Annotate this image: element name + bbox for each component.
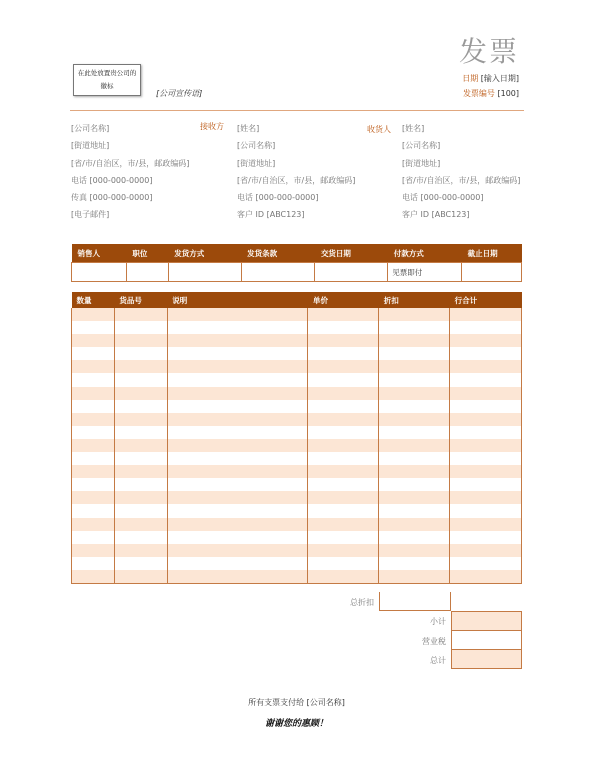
item-cell[interactable] (114, 321, 167, 334)
item-cell[interactable] (114, 465, 167, 478)
item-cell[interactable] (114, 557, 167, 570)
table-row (72, 452, 522, 465)
item-cell[interactable] (308, 544, 379, 557)
item-cell[interactable] (114, 426, 167, 439)
item-cell[interactable] (167, 413, 308, 426)
item-cell[interactable] (379, 308, 450, 321)
invoice-number (463, 88, 519, 99)
date-label: 日期 (462, 74, 479, 83)
item-cell[interactable] (450, 504, 522, 517)
item-cell[interactable] (308, 360, 379, 373)
item-cell[interactable] (379, 413, 450, 426)
ship-to-address (402, 120, 520, 224)
item-cell[interactable] (114, 347, 167, 360)
invoice-date (462, 73, 519, 84)
table-row (72, 557, 522, 570)
bill-to-line[interactable]: [公司名称] (237, 141, 276, 151)
item-cell[interactable] (308, 308, 379, 321)
item-cell[interactable] (308, 413, 379, 426)
order-table (71, 244, 522, 282)
item-cell[interactable] (450, 544, 522, 557)
item-cell[interactable] (379, 360, 450, 373)
items-table (71, 292, 522, 584)
table-row (72, 439, 522, 452)
item-cell[interactable] (450, 360, 522, 373)
item-cell[interactable] (114, 400, 167, 413)
item-cell[interactable] (72, 557, 115, 570)
cell-ship-terms[interactable] (241, 263, 315, 282)
ship-to-line[interactable]: [姓名] (402, 124, 425, 133)
sender-line[interactable]: 电话 [000-000-0000] (71, 175, 153, 185)
sales-tax-box[interactable] (451, 630, 522, 650)
table-row (72, 387, 522, 400)
item-cell[interactable] (450, 426, 522, 439)
item-cell[interactable] (379, 439, 450, 452)
company-slogan: [公司宣传语] (156, 89, 203, 98)
bill-to-line[interactable]: 电话 [000-000-0000] (237, 193, 319, 203)
item-cell[interactable] (114, 518, 167, 531)
item-cell[interactable] (379, 478, 450, 491)
payable-note: 所有支票支付给 [公司名称] (248, 698, 345, 707)
item-cell[interactable] (379, 426, 450, 439)
item-cell[interactable] (114, 439, 167, 452)
item-cell[interactable] (114, 387, 167, 400)
item-cell[interactable] (308, 570, 379, 584)
item-cell[interactable] (379, 531, 450, 544)
table-row (72, 308, 522, 321)
item-cell[interactable] (72, 373, 115, 386)
item-cell[interactable] (114, 308, 167, 321)
item-cell[interactable] (450, 518, 522, 531)
table-row (72, 491, 522, 504)
item-cell[interactable] (308, 334, 379, 347)
item-cell[interactable] (450, 347, 522, 360)
item-cell[interactable] (167, 334, 308, 347)
item-cell[interactable] (72, 544, 115, 557)
cell-due-date[interactable] (462, 263, 522, 282)
item-cell[interactable] (167, 518, 308, 531)
header-divider (70, 110, 524, 111)
table-row (72, 504, 522, 517)
ship-to-line[interactable]: 电话 [000-000-0000] (402, 193, 484, 203)
item-cell[interactable] (308, 373, 379, 386)
item-cell[interactable] (72, 491, 115, 504)
bill-to-label: 接收方 (200, 122, 224, 131)
item-cell[interactable] (114, 334, 167, 347)
item-cell[interactable] (72, 387, 115, 400)
item-cell[interactable] (167, 426, 308, 439)
discount-total-box[interactable] (379, 592, 451, 611)
table-row (72, 544, 522, 557)
header-item-no: 货品号 (114, 292, 167, 308)
cell-delivery-date[interactable] (315, 263, 388, 282)
header-line-total: 行合计 (450, 292, 522, 308)
subtotal-label: 小计 (430, 617, 446, 626)
item-cell[interactable] (72, 465, 115, 478)
total-label: 总计 (430, 656, 446, 665)
sender-line[interactable]: [电子邮件] (71, 210, 110, 220)
header-salesperson: 销售人 (72, 244, 127, 263)
item-cell[interactable] (114, 373, 167, 386)
table-row (72, 465, 522, 478)
item-cell[interactable] (450, 531, 522, 544)
item-cell[interactable] (72, 504, 115, 517)
item-cell[interactable] (379, 334, 450, 347)
item-cell[interactable] (450, 334, 522, 347)
header-unit-price: 单价 (308, 292, 379, 308)
item-cell[interactable] (379, 518, 450, 531)
item-cell[interactable] (167, 557, 308, 570)
table-row (72, 413, 522, 426)
table-row (72, 360, 522, 373)
sales-tax-label: 营业税 (422, 637, 446, 646)
item-cell[interactable] (379, 491, 450, 504)
bill-to-line[interactable]: 客户 ID [ABC123] (237, 210, 305, 220)
cell-position[interactable] (126, 263, 168, 282)
bill-to-line[interactable]: [街道地址] (237, 158, 276, 168)
item-cell[interactable] (308, 439, 379, 452)
item-cell[interactable] (114, 531, 167, 544)
bill-to-address (237, 120, 355, 224)
logo-placeholder[interactable] (73, 64, 141, 96)
item-cell[interactable] (450, 321, 522, 334)
table-row (72, 334, 522, 347)
item-cell[interactable] (72, 452, 115, 465)
table-row (72, 400, 522, 413)
ship-to-label: 收货人 (367, 125, 391, 134)
item-cell[interactable] (167, 347, 308, 360)
table-row (72, 570, 522, 584)
item-cell[interactable] (450, 465, 522, 478)
item-cell[interactable] (379, 373, 450, 386)
header-due-date: 截止日期 (462, 244, 522, 263)
sender-line[interactable]: [街道地址] (71, 141, 110, 151)
item-cell[interactable] (167, 373, 308, 386)
ship-to-line[interactable]: 客户 ID [ABC123] (402, 210, 470, 220)
header-payment-terms: 付款方式 (388, 244, 462, 263)
item-cell[interactable] (114, 452, 167, 465)
item-cell[interactable] (72, 439, 115, 452)
ship-to-line[interactable]: [街道地址] (402, 158, 441, 168)
item-cell[interactable] (308, 452, 379, 465)
item-cell[interactable] (114, 360, 167, 373)
item-cell[interactable] (72, 347, 115, 360)
discount-total-label: 总折扣 (350, 598, 374, 607)
item-cell[interactable] (72, 531, 115, 544)
table-row (72, 263, 522, 282)
sender-line[interactable]: [省/市/自治区，市/县，邮政编码] (71, 158, 190, 168)
item-cell[interactable] (379, 347, 450, 360)
item-cell[interactable] (167, 531, 308, 544)
item-cell[interactable] (450, 570, 522, 584)
cell-salesperson[interactable] (72, 263, 127, 282)
date-value[interactable]: [输入日期] (480, 74, 519, 83)
item-cell[interactable] (308, 491, 379, 504)
header-ship-method: 发货方式 (168, 244, 241, 263)
item-cell[interactable] (114, 570, 167, 584)
item-cell[interactable] (72, 334, 115, 347)
ship-to-line[interactable]: [省/市/自治区，市/县，邮政编码] (402, 175, 521, 185)
item-cell[interactable] (450, 373, 522, 386)
item-cell[interactable] (72, 413, 115, 426)
item-cell[interactable] (379, 544, 450, 557)
item-cell[interactable] (167, 504, 308, 517)
invoice-no-label: 发票编号 (462, 89, 495, 98)
subtotal-box[interactable] (451, 611, 522, 631)
table-row (72, 321, 522, 334)
item-cell[interactable] (167, 321, 308, 334)
item-cell[interactable] (72, 478, 115, 491)
item-cell[interactable] (167, 360, 308, 373)
item-cell[interactable] (114, 544, 167, 557)
item-cell[interactable] (167, 491, 308, 504)
item-cell[interactable] (379, 321, 450, 334)
item-cell[interactable] (167, 465, 308, 478)
item-cell[interactable] (379, 465, 450, 478)
item-cell[interactable] (72, 426, 115, 439)
item-cell[interactable] (114, 478, 167, 491)
header-delivery-date: 交货日期 (315, 244, 388, 263)
item-cell[interactable] (379, 400, 450, 413)
order-table-header (72, 244, 522, 263)
cell-ship-method[interactable] (168, 263, 241, 282)
item-cell[interactable] (167, 400, 308, 413)
bill-to-line[interactable]: [省/市/自治区，市/县，邮政编码] (237, 175, 356, 185)
item-cell[interactable] (379, 570, 450, 584)
logo-placeholder-text: 在此处放置贵公司的徽标 (77, 69, 137, 90)
ship-to-line[interactable]: [公司名称] (402, 141, 441, 151)
item-cell[interactable] (72, 518, 115, 531)
item-cell[interactable] (308, 518, 379, 531)
total-box[interactable] (451, 649, 522, 669)
item-cell[interactable] (450, 491, 522, 504)
item-cell[interactable] (450, 439, 522, 452)
page-title: 发票 (458, 35, 519, 68)
table-row (72, 373, 522, 386)
item-cell[interactable] (114, 491, 167, 504)
item-cell[interactable] (308, 347, 379, 360)
item-cell[interactable] (308, 478, 379, 491)
item-cell[interactable] (114, 413, 167, 426)
item-cell[interactable] (308, 321, 379, 334)
item-cell[interactable] (167, 387, 308, 400)
header-qty: 数量 (72, 292, 115, 308)
table-row (72, 478, 522, 491)
item-cell[interactable] (308, 400, 379, 413)
item-cell[interactable] (72, 570, 115, 584)
item-cell[interactable] (72, 308, 115, 321)
item-cell[interactable] (450, 557, 522, 570)
item-cell[interactable] (379, 452, 450, 465)
item-cell[interactable] (72, 360, 115, 373)
item-cell[interactable] (167, 439, 308, 452)
header-position: 职位 (126, 244, 168, 263)
item-cell[interactable] (450, 400, 522, 413)
sender-line[interactable]: [公司名称] (71, 124, 110, 133)
header-discount: 折扣 (379, 292, 450, 308)
item-cell[interactable] (308, 557, 379, 570)
item-cell[interactable] (450, 452, 522, 465)
item-cell[interactable] (72, 321, 115, 334)
table-row (72, 347, 522, 360)
item-cell[interactable] (308, 465, 379, 478)
item-cell[interactable] (72, 400, 115, 413)
item-cell[interactable] (308, 426, 379, 439)
sender-address (71, 120, 189, 224)
table-row (72, 426, 522, 439)
header-description: 说明 (167, 292, 308, 308)
item-cell[interactable] (167, 544, 308, 557)
item-cell[interactable] (167, 452, 308, 465)
item-cell[interactable] (114, 504, 167, 517)
table-row (72, 518, 522, 531)
item-cell[interactable] (167, 308, 308, 321)
item-cell[interactable] (308, 531, 379, 544)
invoice-no-value[interactable]: [100] (497, 89, 519, 98)
item-cell[interactable] (308, 387, 379, 400)
item-cell[interactable] (450, 308, 522, 321)
thank-you: 谢谢您的惠顾！ (264, 719, 328, 729)
item-cell[interactable] (379, 557, 450, 570)
header-ship-terms: 发货条款 (241, 244, 315, 263)
cell-payment-terms[interactable]: 见票即付 (388, 263, 462, 282)
items-table-header (72, 292, 522, 308)
item-cell[interactable] (379, 504, 450, 517)
item-cell[interactable] (379, 387, 450, 400)
sender-line[interactable]: 传真 [000-000-0000] (71, 193, 153, 203)
item-cell[interactable] (450, 387, 522, 400)
item-cell[interactable] (308, 504, 379, 517)
bill-to-line[interactable]: [姓名] (237, 124, 260, 133)
item-cell[interactable] (167, 570, 308, 584)
item-cell[interactable] (450, 478, 522, 491)
item-cell[interactable] (450, 413, 522, 426)
table-row (72, 531, 522, 544)
item-cell[interactable] (167, 478, 308, 491)
